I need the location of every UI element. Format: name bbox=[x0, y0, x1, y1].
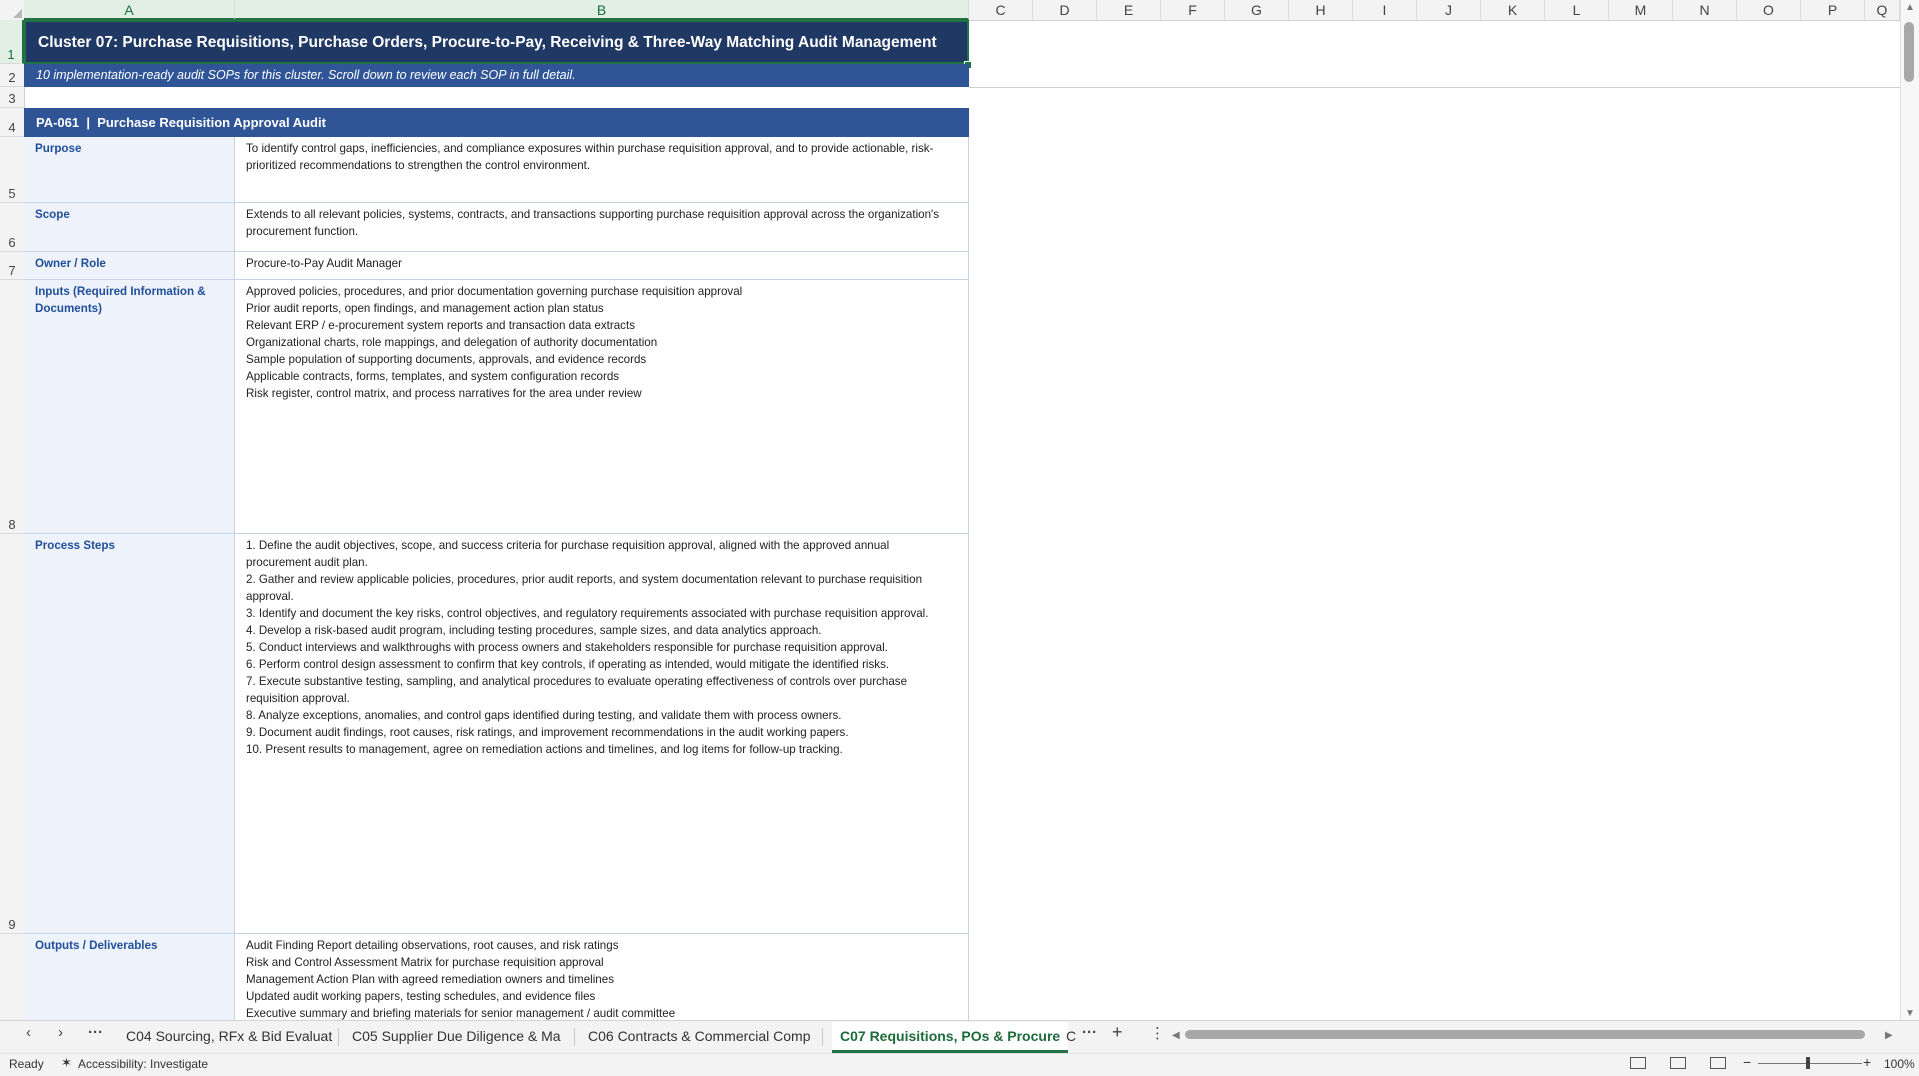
column-header-m[interactable]: M bbox=[1609, 0, 1673, 20]
process-step: 9. Document audit findings, root causes, risk ratings, and improvement recommendations in the audit working papers. bbox=[246, 726, 849, 739]
inputs-line: Risk register, control matrix, and process narratives for the area under review bbox=[246, 387, 642, 400]
column-header-f[interactable]: F bbox=[1161, 0, 1225, 20]
chevron-right-icon[interactable]: › bbox=[58, 1024, 63, 1041]
row-header-3[interactable]: 3 bbox=[0, 87, 24, 108]
row-header-5[interactable]: 5 bbox=[0, 137, 24, 203]
page-layout-icon[interactable] bbox=[1670, 1057, 1686, 1069]
plus-icon[interactable]: + bbox=[1112, 1022, 1123, 1042]
owner-label[interactable]: Owner / Role bbox=[24, 252, 235, 280]
outputs-value[interactable] bbox=[235, 934, 969, 1020]
inputs-line: Organizational charts, role mappings, and delegation of authority documentation bbox=[246, 336, 658, 349]
grid-view-icon[interactable] bbox=[1630, 1057, 1646, 1069]
vertical-scroll-thumb[interactable] bbox=[1904, 22, 1914, 82]
process-steps-label[interactable]: Process Steps bbox=[24, 534, 235, 934]
row-header-6[interactable]: 6 bbox=[0, 203, 24, 252]
page-break-icon[interactable] bbox=[1710, 1057, 1726, 1069]
column-header-c[interactable]: C bbox=[969, 0, 1033, 20]
sheet-tab-c06[interactable]: C06 Contracts & Commercial Comp bbox=[588, 1028, 811, 1044]
outputs-line: Audit Finding Report detailing observations, root causes, and risk ratings bbox=[246, 939, 619, 952]
column-header-n[interactable]: N bbox=[1673, 0, 1737, 20]
process-steps-value[interactable] bbox=[235, 534, 969, 934]
vertical-scrollbar[interactable] bbox=[1900, 0, 1919, 1020]
row-header-2[interactable]: 2 bbox=[0, 64, 24, 87]
row-header-1[interactable]: 1 bbox=[0, 20, 24, 64]
column-header-p[interactable]: P bbox=[1801, 0, 1865, 20]
status-ready: Ready bbox=[9, 1057, 44, 1071]
process-step: 8. Analyze exceptions, anomalies, and control gaps identified during testing, and validate them with process owners. bbox=[246, 709, 842, 722]
scope-value[interactable] bbox=[235, 203, 969, 252]
zoom-slider-knob[interactable] bbox=[1806, 1057, 1810, 1069]
process-step: 6. Perform control design assessment to confirm that key controls, if operating as intended, would mitigate the identified risks. bbox=[246, 658, 890, 671]
scope-text: Extends to all relevant policies, systems, contracts, and transactions supporting purchase requisition approval across the organization's procurement function. bbox=[246, 208, 943, 238]
owner-text: Procure-to-Pay Audit Manager bbox=[246, 257, 402, 270]
zoom-slider[interactable] bbox=[1758, 1063, 1862, 1064]
cluster-title-cell[interactable]: Cluster 07: Purchase Requisitions, Purchase Orders, Procure-to-Pay, Receiving & Three-Way Matching Audit Management bbox=[24, 20, 969, 64]
process-step: 5. Conduct interviews and walkthroughs with process owners and stakeholders responsible for purchase requisition approval. bbox=[246, 641, 888, 654]
inputs-line: Relevant ERP / e-procurement system reports and transaction data extracts bbox=[246, 319, 636, 332]
inputs-line: Approved policies, procedures, and prior documentation governing purchase requisition approval bbox=[246, 285, 743, 298]
column-header-o[interactable]: O bbox=[1737, 0, 1801, 20]
column-header-d[interactable]: D bbox=[1033, 0, 1097, 20]
process-step: 10. Present results to management, agree on remediation actions and timelines, and log items for follow-up tracking. bbox=[246, 743, 843, 756]
column-header-k[interactable]: K bbox=[1481, 0, 1545, 20]
column-header-h[interactable]: H bbox=[1289, 0, 1353, 20]
outputs-line: Updated audit working papers, testing schedules, and evidence files bbox=[246, 990, 596, 1003]
column-header-e[interactable]: E bbox=[1097, 0, 1161, 20]
purpose-text: To identify control gaps, inefficiencies, and compliance exposures within purchase requisition approval, and to provide actionable, risk-prioritized recommendations to strengthen the control environment. bbox=[246, 142, 934, 172]
zoom-out-icon[interactable]: − bbox=[1743, 1054, 1752, 1070]
tab-separator bbox=[822, 1028, 823, 1046]
column-header-i[interactable]: I bbox=[1353, 0, 1417, 20]
inputs-line: Applicable contracts, forms, templates, and system configuration records bbox=[246, 370, 620, 383]
accessibility-status[interactable]: Accessibility: Investigate bbox=[78, 1057, 209, 1071]
process-step: 4. Develop a risk-based audit program, including testing procedures, sample sizes, and data analytics approach. bbox=[246, 624, 822, 637]
scroll-left-icon[interactable]: ◀ bbox=[1172, 1030, 1180, 1041]
outputs-line: Risk and Control Assessment Matrix for purchase requisition approval bbox=[246, 956, 604, 969]
scope-label[interactable]: Scope bbox=[24, 203, 235, 252]
scroll-up-icon[interactable]: ▲ bbox=[1905, 2, 1915, 13]
column-header-q[interactable]: Q bbox=[1865, 0, 1900, 20]
row-divider bbox=[969, 87, 1900, 88]
sheet-tab-c08-partial[interactable]: C bbox=[1066, 1028, 1077, 1044]
process-step: 2. Gather and review applicable policies, procedures, prior audit reports, and system documentation relevant to purchase requisition approval. bbox=[246, 573, 926, 603]
process-step: 3. Identify and document the key risks, control objectives, and regulatory requirements associated with purchase requisition approval. bbox=[246, 607, 929, 620]
cluster-subtitle-cell[interactable]: 10 implementation-ready audit SOPs for this cluster. Scroll down to review each SOP in full detail. bbox=[24, 64, 969, 87]
column-header-a[interactable]: A bbox=[24, 0, 235, 20]
owner-value[interactable] bbox=[235, 252, 969, 280]
sheet-tab-c04[interactable]: C04 Sourcing, RFx & Bid Evaluat bbox=[126, 1028, 333, 1044]
row-header-9[interactable]: 9 bbox=[0, 534, 24, 934]
accessibility-icon[interactable]: ✶ bbox=[61, 1055, 72, 1070]
column-header-b[interactable]: B bbox=[235, 0, 969, 20]
tab-separator bbox=[338, 1028, 339, 1046]
scroll-right-icon[interactable]: ▶ bbox=[1885, 1030, 1893, 1041]
zoom-level[interactable]: 100% bbox=[1884, 1057, 1915, 1071]
column-header-l[interactable]: L bbox=[1545, 0, 1609, 20]
inputs-line: Sample population of supporting documents, approvals, and evidence records bbox=[246, 353, 647, 366]
tab-separator bbox=[574, 1028, 575, 1046]
process-step: 7. Execute substantive testing, sampling, and analytical procedures to evaluate operating effectiveness of controls over purchase requisition approval. bbox=[246, 675, 911, 705]
select-all-corner[interactable] bbox=[0, 0, 25, 20]
purpose-label[interactable]: Purpose bbox=[24, 137, 235, 203]
ellipsis-icon[interactable]: ··· bbox=[88, 1024, 103, 1041]
vertical-ellipsis-icon[interactable]: ⋮ bbox=[1150, 1025, 1165, 1042]
sheet-tab-c07[interactable]: C07 Requisitions, POs & Procure bbox=[832, 1022, 1068, 1053]
column-header-j[interactable]: J bbox=[1417, 0, 1481, 20]
row-header-7[interactable]: 7 bbox=[0, 252, 24, 280]
sheet-tab-c05[interactable]: C05 Supplier Due Diligence & Ma bbox=[352, 1028, 561, 1044]
purpose-value[interactable] bbox=[235, 137, 969, 203]
outputs-label[interactable]: Outputs / Deliverables bbox=[24, 934, 235, 1020]
ellipsis-icon[interactable]: ··· bbox=[1082, 1024, 1097, 1041]
process-step: 1. Define the audit objectives, scope, and success criteria for purchase requisition approval, aligned with the approved annual procurement audit plan. bbox=[246, 539, 893, 569]
row-header-4[interactable]: 4 bbox=[0, 108, 24, 137]
column-header-g[interactable]: G bbox=[1225, 0, 1289, 20]
zoom-in-icon[interactable]: + bbox=[1863, 1054, 1872, 1070]
sop-header-cell[interactable]: PA-061 | Purchase Requisition Approval Audit bbox=[24, 108, 969, 137]
outputs-line: Management Action Plan with agreed remediation owners and timelines bbox=[246, 973, 614, 986]
inputs-line: Prior audit reports, open findings, and management action plan status bbox=[246, 302, 604, 315]
scroll-down-icon[interactable]: ▼ bbox=[1905, 1008, 1915, 1019]
chevron-left-icon[interactable]: ‹ bbox=[26, 1024, 31, 1041]
outputs-line: Executive summary and briefing materials for senior management / audit committee bbox=[246, 1007, 676, 1020]
inputs-label[interactable]: Inputs (Required Information & Documents) bbox=[24, 280, 235, 534]
row-header-8[interactable]: 8 bbox=[0, 280, 24, 534]
inputs-value[interactable] bbox=[235, 280, 969, 534]
horizontal-scroll-thumb[interactable] bbox=[1185, 1030, 1865, 1039]
